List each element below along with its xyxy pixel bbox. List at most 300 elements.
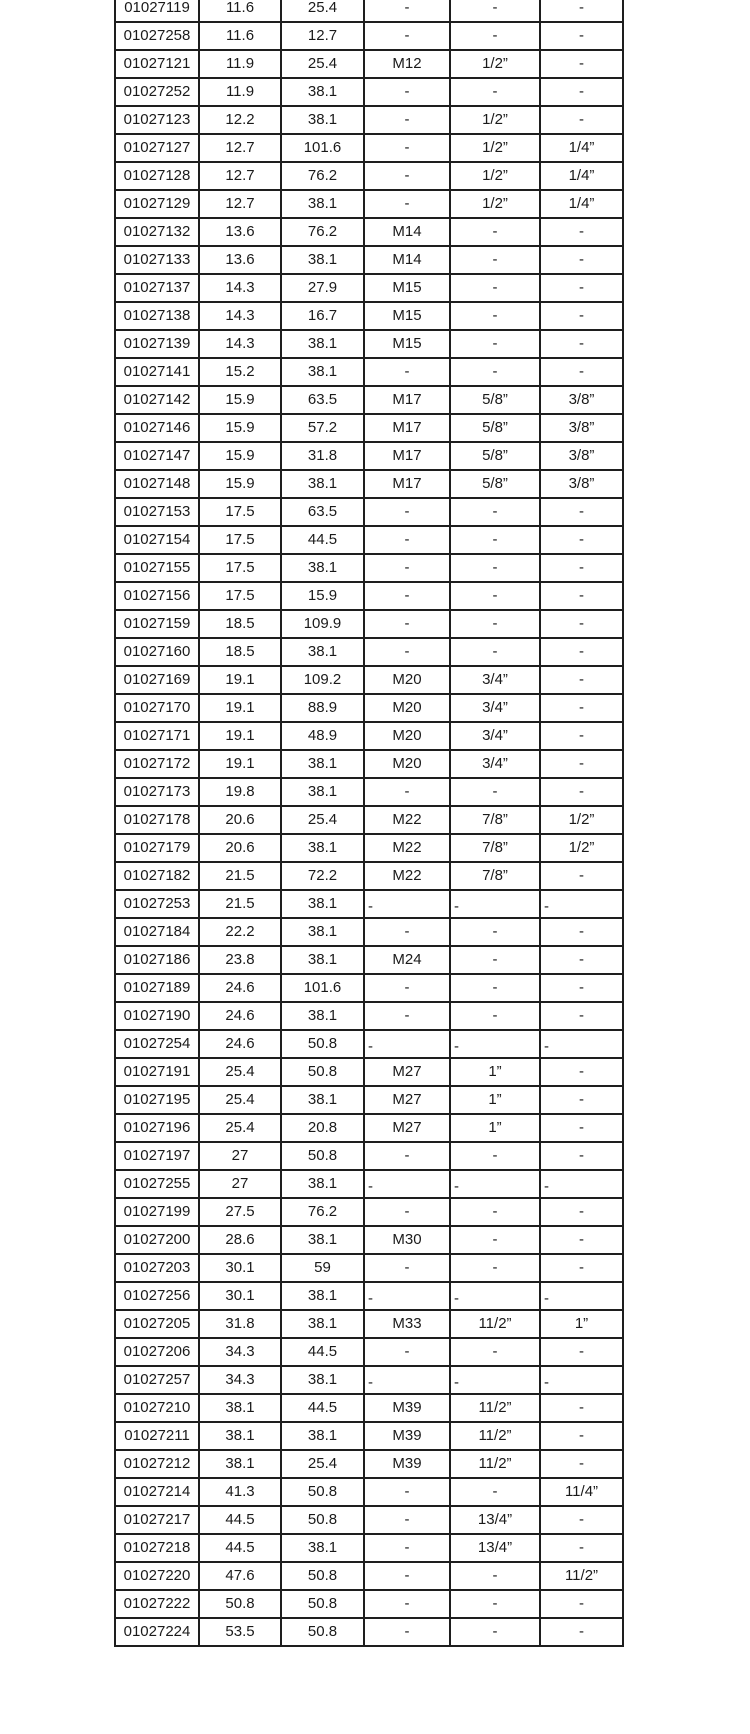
table-cell: M20	[364, 666, 450, 694]
table-row	[115, 22, 623, 50]
table-cell: -	[540, 610, 623, 638]
table-cell: 50.8	[281, 1618, 364, 1646]
table-cell: 17.5	[199, 526, 281, 554]
table-cell: -	[540, 302, 623, 330]
table-row	[115, 358, 623, 386]
table-cell: 76.2	[281, 218, 364, 246]
table-cell: -	[540, 358, 623, 386]
table-cell: 01027178	[115, 806, 199, 834]
table-cell: -	[364, 554, 450, 582]
table-cell: 3/4”	[450, 722, 540, 750]
table-cell: 11/2”	[450, 1422, 540, 1450]
table-cell: 01027256	[115, 1282, 199, 1310]
table-cell: -	[540, 78, 623, 106]
table-cell: -	[450, 218, 540, 246]
table-cell: -	[540, 246, 623, 274]
table-cell: -	[540, 1394, 623, 1422]
table-cell: 18.5	[199, 638, 281, 666]
table-cell: 1/2”	[450, 106, 540, 134]
table-row	[115, 386, 623, 414]
table-cell	[364, 1366, 450, 1394]
parts-table-container	[114, 0, 624, 1647]
table-cell: 25.4	[199, 1114, 281, 1142]
table-cell: 15.9	[199, 414, 281, 442]
table-cell: 3/8”	[540, 470, 623, 498]
table-row	[115, 610, 623, 638]
table-cell: 21.5	[199, 862, 281, 890]
table-cell: -	[540, 1590, 623, 1618]
table-cell: 01027189	[115, 974, 199, 1002]
table-row	[115, 218, 623, 246]
table-cell: 20.6	[199, 834, 281, 862]
table-cell: 21.5	[199, 890, 281, 918]
table-cell: -	[364, 1254, 450, 1282]
table-cell: -	[364, 1506, 450, 1534]
table-cell: 01027206	[115, 1338, 199, 1366]
table-cell	[450, 890, 540, 918]
table-cell: -	[450, 274, 540, 302]
table-cell: 50.8	[281, 1478, 364, 1506]
table-row	[115, 246, 623, 274]
table-cell: 101.6	[281, 134, 364, 162]
table-cell: 57.2	[281, 414, 364, 442]
table-cell: M12	[364, 50, 450, 78]
table-cell: -	[450, 302, 540, 330]
table-cell: M39	[364, 1450, 450, 1478]
table-cell: 44.5	[199, 1534, 281, 1562]
table-cell: -	[364, 78, 450, 106]
table-cell: 50.8	[281, 1590, 364, 1618]
table-cell: 88.9	[281, 694, 364, 722]
table-cell: 1”	[450, 1114, 540, 1142]
table-cell: 11/2”	[450, 1310, 540, 1338]
table-cell: 72.2	[281, 862, 364, 890]
table-row	[115, 1534, 623, 1562]
table-cell: M22	[364, 806, 450, 834]
table-cell: -	[364, 1590, 450, 1618]
table-cell: 53.5	[199, 1618, 281, 1646]
table-cell: -	[540, 1422, 623, 1450]
table-cell: 1/4”	[540, 190, 623, 218]
table-cell: -	[450, 610, 540, 638]
parts-table	[114, 0, 624, 1647]
table-cell: 34.3	[199, 1366, 281, 1394]
table-cell: 01027254	[115, 1030, 199, 1058]
table-cell	[364, 1282, 450, 1310]
table-cell: 38.1	[281, 330, 364, 358]
table-cell: 01027133	[115, 246, 199, 274]
table-cell: 12.7	[281, 22, 364, 50]
table-cell	[540, 1170, 623, 1198]
table-cell: 01027146	[115, 414, 199, 442]
table-cell: 50.8	[281, 1506, 364, 1534]
table-cell: 15.9	[281, 582, 364, 610]
table-cell: M17	[364, 470, 450, 498]
table-cell: -	[364, 162, 450, 190]
table-cell: 19.1	[199, 722, 281, 750]
table-cell: 01027160	[115, 638, 199, 666]
table-cell: 38.1	[281, 890, 364, 918]
low-dash-value: -	[454, 1290, 459, 1307]
table-cell: 1/4”	[540, 162, 623, 190]
table-cell	[450, 1366, 540, 1394]
table-cell: 01027252	[115, 78, 199, 106]
table-cell: M20	[364, 750, 450, 778]
table-cell: -	[364, 1142, 450, 1170]
table-cell: 63.5	[281, 498, 364, 526]
table-cell: 25.4	[281, 806, 364, 834]
table-cell: 7/8”	[450, 806, 540, 834]
table-cell: -	[450, 1590, 540, 1618]
table-cell: 22.2	[199, 918, 281, 946]
table-cell: 11/4”	[540, 1478, 623, 1506]
table-cell: 17.5	[199, 582, 281, 610]
table-cell: -	[450, 246, 540, 274]
table-row	[115, 1394, 623, 1422]
table-row	[115, 1506, 623, 1534]
table-cell: 12.2	[199, 106, 281, 134]
table-cell: 01027220	[115, 1562, 199, 1590]
table-row	[115, 1338, 623, 1366]
table-cell: -	[540, 974, 623, 1002]
table-cell: 11.9	[199, 50, 281, 78]
table-cell: -	[364, 1478, 450, 1506]
table-row	[115, 0, 623, 22]
table-cell: 101.6	[281, 974, 364, 1002]
table-cell: -	[450, 554, 540, 582]
table-cell: 7/8”	[450, 834, 540, 862]
table-cell: 13.6	[199, 218, 281, 246]
table-cell: 50.8	[281, 1142, 364, 1170]
table-cell: 38.1	[281, 918, 364, 946]
table-row	[115, 554, 623, 582]
table-cell: 01027203	[115, 1254, 199, 1282]
table-cell: 5/8”	[450, 442, 540, 470]
table-cell: 01027173	[115, 778, 199, 806]
table-cell: M27	[364, 1058, 450, 1086]
table-cell: 25.4	[281, 0, 364, 22]
table-cell: 50.8	[281, 1562, 364, 1590]
table-cell: M22	[364, 834, 450, 862]
table-row	[115, 414, 623, 442]
table-row	[115, 638, 623, 666]
table-cell: 19.1	[199, 750, 281, 778]
table-cell	[364, 1170, 450, 1198]
table-cell: 01027171	[115, 722, 199, 750]
table-cell: 01027148	[115, 470, 199, 498]
table-cell: 24.6	[199, 974, 281, 1002]
table-cell: 44.5	[199, 1506, 281, 1534]
table-cell: M15	[364, 330, 450, 358]
table-cell: 3/4”	[450, 694, 540, 722]
table-cell: 01027217	[115, 1506, 199, 1534]
table-cell: 27.9	[281, 274, 364, 302]
table-row	[115, 470, 623, 498]
table-cell: 19.8	[199, 778, 281, 806]
table-cell: 38.1	[281, 1282, 364, 1310]
table-cell: -	[364, 1618, 450, 1646]
table-cell: -	[364, 0, 450, 22]
low-dash-value: -	[368, 1374, 373, 1391]
table-cell: -	[540, 1198, 623, 1226]
table-cell: 50.8	[281, 1058, 364, 1086]
table-cell: -	[364, 106, 450, 134]
table-cell: -	[540, 1450, 623, 1478]
table-cell: 01027186	[115, 946, 199, 974]
table-cell: -	[450, 778, 540, 806]
table-cell: 48.9	[281, 722, 364, 750]
table-row	[115, 442, 623, 470]
table-cell: 23.8	[199, 946, 281, 974]
table-cell: 59	[281, 1254, 364, 1282]
table-cell: 01027197	[115, 1142, 199, 1170]
table-cell: 15.9	[199, 442, 281, 470]
table-row	[115, 274, 623, 302]
table-row	[115, 1058, 623, 1086]
table-cell: -	[364, 638, 450, 666]
table-cell: 38.1	[281, 470, 364, 498]
table-cell: -	[540, 218, 623, 246]
table-cell: 38.1	[281, 946, 364, 974]
table-cell: 27	[199, 1142, 281, 1170]
table-cell: 01027142	[115, 386, 199, 414]
table-cell: 01027184	[115, 918, 199, 946]
table-cell: 38.1	[281, 1226, 364, 1254]
table-cell: 01027199	[115, 1198, 199, 1226]
table-row	[115, 498, 623, 526]
table-cell: 47.6	[199, 1562, 281, 1590]
table-cell: -	[540, 946, 623, 974]
table-cell: -	[540, 1338, 623, 1366]
table-cell: 76.2	[281, 162, 364, 190]
table-cell: 38.1	[281, 1002, 364, 1030]
low-dash-value: -	[454, 1374, 459, 1391]
table-cell: 01027138	[115, 302, 199, 330]
table-row	[115, 1198, 623, 1226]
table-cell: -	[364, 526, 450, 554]
table-cell: 13.6	[199, 246, 281, 274]
table-cell	[450, 1170, 540, 1198]
table-row	[115, 50, 623, 78]
table-cell: -	[450, 1338, 540, 1366]
table-cell: 16.7	[281, 302, 364, 330]
table-cell	[540, 1282, 623, 1310]
table-cell: -	[364, 974, 450, 1002]
table-cell: -	[540, 1226, 623, 1254]
table-cell: 15.9	[199, 470, 281, 498]
table-cell: 1/4”	[540, 134, 623, 162]
table-cell: 1/2”	[540, 806, 623, 834]
table-cell: 38.1	[281, 78, 364, 106]
table-cell: 19.1	[199, 666, 281, 694]
table-cell: 15.2	[199, 358, 281, 386]
table-cell: -	[450, 1198, 540, 1226]
table-cell: 01027127	[115, 134, 199, 162]
table-cell: -	[540, 106, 623, 134]
table-cell: 109.2	[281, 666, 364, 694]
table-cell: -	[364, 610, 450, 638]
table-cell: 38.1	[281, 1086, 364, 1114]
table-cell: 50.8	[199, 1590, 281, 1618]
table-cell: -	[450, 78, 540, 106]
table-cell: M30	[364, 1226, 450, 1254]
table-cell: 38.1	[199, 1422, 281, 1450]
table-cell: -	[540, 666, 623, 694]
table-cell: 17.5	[199, 498, 281, 526]
low-dash-value: -	[368, 898, 373, 915]
table-cell: 01027139	[115, 330, 199, 358]
table-row	[115, 1422, 623, 1450]
table-cell: 24.6	[199, 1002, 281, 1030]
table-cell: 25.4	[281, 1450, 364, 1478]
table-cell	[364, 890, 450, 918]
table-cell: -	[364, 358, 450, 386]
table-cell: 01027211	[115, 1422, 199, 1450]
table-cell: 38.1	[281, 554, 364, 582]
table-cell: -	[450, 946, 540, 974]
table-cell: 12.7	[199, 134, 281, 162]
table-cell: 27.5	[199, 1198, 281, 1226]
table-cell: -	[540, 1086, 623, 1114]
table-cell: 01027210	[115, 1394, 199, 1422]
table-cell: 50.8	[281, 1030, 364, 1058]
table-cell: -	[450, 526, 540, 554]
table-cell: 38.1	[281, 1170, 364, 1198]
table-cell: -	[450, 22, 540, 50]
table-cell: -	[540, 778, 623, 806]
table-cell: -	[450, 1226, 540, 1254]
table-cell: 01027253	[115, 890, 199, 918]
table-cell: -	[540, 862, 623, 890]
table-cell: 44.5	[281, 1394, 364, 1422]
table-row	[115, 582, 623, 610]
table-cell: 1”	[450, 1086, 540, 1114]
low-dash-value: -	[368, 1178, 373, 1195]
table-cell: -	[450, 498, 540, 526]
table-row	[115, 302, 623, 330]
table-cell: -	[364, 134, 450, 162]
table-cell: 38.1	[281, 750, 364, 778]
table-cell: 11/2”	[450, 1450, 540, 1478]
table-cell: -	[450, 1478, 540, 1506]
table-cell	[364, 1030, 450, 1058]
table-cell: 01027182	[115, 862, 199, 890]
table-cell: -	[364, 582, 450, 610]
table-row	[115, 974, 623, 1002]
table-row	[115, 526, 623, 554]
table-cell: M15	[364, 302, 450, 330]
table-cell: 3/4”	[450, 666, 540, 694]
table-row	[115, 778, 623, 806]
table-cell: M39	[364, 1394, 450, 1422]
table-cell: 31.8	[281, 442, 364, 470]
table-cell: 01027132	[115, 218, 199, 246]
table-cell: 01027212	[115, 1450, 199, 1478]
low-dash-value: -	[544, 898, 549, 915]
table-cell: M14	[364, 246, 450, 274]
table-row	[115, 750, 623, 778]
table-cell: -	[540, 750, 623, 778]
table-cell: 15.9	[199, 386, 281, 414]
table-cell: -	[450, 638, 540, 666]
table-cell: -	[450, 582, 540, 610]
table-row	[115, 722, 623, 750]
table-cell: -	[450, 1254, 540, 1282]
table-row	[115, 1366, 623, 1394]
table-cell: 01027196	[115, 1114, 199, 1142]
table-row	[115, 106, 623, 134]
table-cell: 38.1	[281, 1534, 364, 1562]
table-cell: M22	[364, 862, 450, 890]
parts-table-body	[115, 0, 623, 1646]
table-cell: -	[540, 498, 623, 526]
table-cell: -	[540, 1058, 623, 1086]
table-cell: 01027172	[115, 750, 199, 778]
table-cell: 24.6	[199, 1030, 281, 1058]
table-row	[115, 1170, 623, 1198]
table-row	[115, 1478, 623, 1506]
table-cell: 38.1	[281, 106, 364, 134]
table-cell: -	[364, 1338, 450, 1366]
table-row	[115, 1142, 623, 1170]
table-cell: 01027200	[115, 1226, 199, 1254]
table-cell: -	[540, 1002, 623, 1030]
table-cell: M17	[364, 414, 450, 442]
table-cell: 1/2”	[450, 190, 540, 218]
table-cell: -	[450, 1142, 540, 1170]
table-cell: 13/4”	[450, 1534, 540, 1562]
table-cell: 01027159	[115, 610, 199, 638]
table-cell: 01027179	[115, 834, 199, 862]
table-row	[115, 1086, 623, 1114]
table-cell: 01027119	[115, 0, 199, 22]
table-cell	[450, 1030, 540, 1058]
table-cell: 01027170	[115, 694, 199, 722]
table-cell: 01027137	[115, 274, 199, 302]
table-cell: 38.1	[281, 834, 364, 862]
table-cell: -	[364, 778, 450, 806]
table-row	[115, 1590, 623, 1618]
table-cell: 12.7	[199, 162, 281, 190]
table-cell	[540, 1366, 623, 1394]
table-cell: 109.9	[281, 610, 364, 638]
table-cell: 38.1	[199, 1394, 281, 1422]
table-cell: 38.1	[281, 1366, 364, 1394]
table-cell: -	[540, 918, 623, 946]
table-cell: 38.1	[281, 246, 364, 274]
table-cell: M17	[364, 386, 450, 414]
table-cell: 44.5	[281, 1338, 364, 1366]
table-row	[115, 1114, 623, 1142]
table-row	[115, 162, 623, 190]
table-cell: 18.5	[199, 610, 281, 638]
low-dash-value: -	[544, 1178, 549, 1195]
table-row	[115, 1254, 623, 1282]
table-cell: 25.4	[199, 1058, 281, 1086]
table-cell: -	[540, 722, 623, 750]
table-cell: 76.2	[281, 1198, 364, 1226]
table-cell	[540, 1030, 623, 1058]
table-cell	[540, 890, 623, 918]
table-cell: 01027218	[115, 1534, 199, 1562]
table-cell: 01027141	[115, 358, 199, 386]
table-cell: -	[540, 50, 623, 78]
table-row	[115, 806, 623, 834]
table-cell: -	[364, 498, 450, 526]
table-cell: -	[540, 582, 623, 610]
low-dash-value: -	[454, 1038, 459, 1055]
table-cell: -	[540, 330, 623, 358]
